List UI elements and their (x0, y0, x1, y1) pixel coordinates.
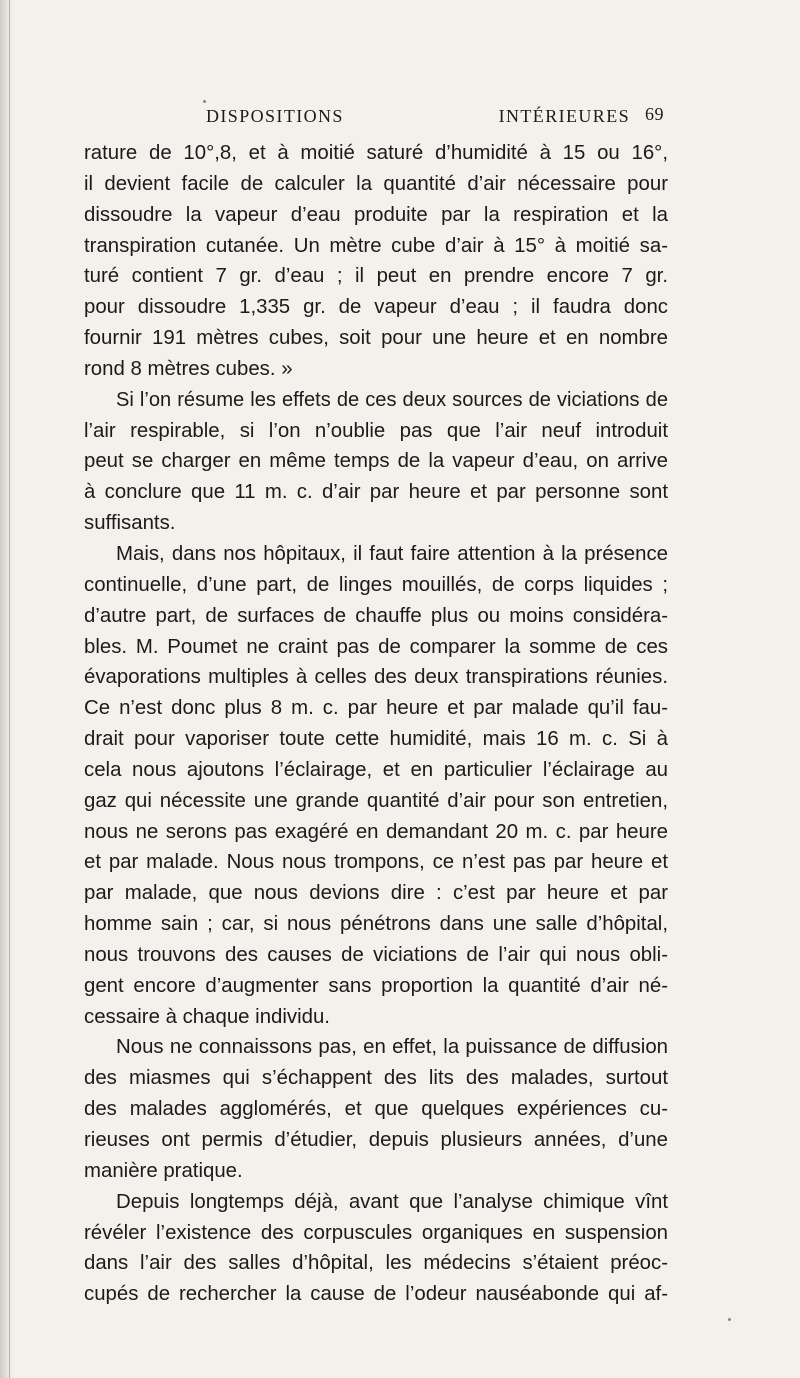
text-line: nous ne serons pas exagéré en demandant 20 m. c. par heure (84, 820, 668, 843)
text-line: suffisants. (84, 512, 176, 535)
text-line: homme sain ; car, si nous pénétrons dans une salle d’hôpital, (84, 913, 668, 936)
running-title: DISPOSITIONS INTÉRIEURES (206, 105, 630, 126)
paragraph-start-line: Si l’on résume les effets de ces deux sources de viciations de (116, 388, 668, 411)
text-line: évaporations multiples à celles des deux transpirations réunies. (84, 666, 668, 689)
text-line: dans l’air des salles d’hôpital, les médecins s’étaient préoc- (84, 1252, 668, 1275)
text-line: des miasmes qui s’échappent des lits des malades, surtout (84, 1067, 668, 1090)
text-line: transpiration cutanée. Un mètre cube d’air à 15° à moitié sa- (84, 234, 668, 257)
text-line: Ce n’est donc plus 8 m. c. par heure et par malade qu’il fau- (84, 697, 668, 720)
paragraph-start-line: Nous ne connaissons pas, en effet, la puissance de diffusion (116, 1036, 668, 1059)
paragraph-start-line: Depuis longtemps déjà, avant que l’analyse chimique vînt (116, 1190, 668, 1213)
text-line: par malade, que nous devions dire : c’est par heure et par (84, 882, 668, 905)
text-line: révéler l’existence des corpuscules organiques en suspension (84, 1221, 668, 1244)
page-binding-line (9, 0, 10, 1378)
text-line: pour dissoudre 1,335 gr. de vapeur d’eau ; il faudra donc (84, 296, 668, 319)
text-line: manière pratique. (84, 1159, 243, 1182)
text-line: gent encore d’augmenter sans proportion la quantité d’air né- (84, 974, 668, 997)
text-line: drait pour vaporiser toute cette humidité, mais 16 m. c. Si à (84, 728, 668, 751)
paragraph-start-line: Mais, dans nos hôpitaux, il faut faire attention à la présence (116, 542, 668, 565)
text-line: continuelle, d’une part, de linges mouillés, de corps liquides ; (84, 573, 668, 596)
text-line: à conclure que 11 m. c. d’air par heure et par personne sont (84, 481, 668, 504)
text-line: cessaire à chaque individu. (84, 1005, 330, 1028)
text-line: cupés de rechercher la cause de l’odeur nauséabonde qui af- (84, 1283, 668, 1306)
text-line: cela nous ajoutons l’éclairage, et en particulier l’éclairage au (84, 758, 668, 781)
text-line: rature de 10°,8, et à moitié saturé d’humidité à 15 ou 16°, (84, 142, 668, 164)
text-line: il devient facile de calculer la quantité d’air nécessaire pour (84, 172, 668, 195)
text-line: bles. M. Poumet ne craint pas de comparer la somme de ces (84, 635, 668, 658)
text-line: rieuses ont permis d’étudier, depuis plusieurs années, d’une (84, 1129, 668, 1151)
text-line: turé contient 7 gr. d’eau ; il peut en prendre encore 7 gr. (84, 265, 668, 288)
text-line: rond 8 mètres cubes. » (84, 357, 293, 380)
print-speck (203, 100, 206, 103)
text-line: fournir 191 mètres cubes, soit pour une heure et en nombre (84, 327, 668, 350)
page-edge-shadow (0, 0, 14, 1378)
body-text (84, 138, 668, 1310)
text-line: gaz qui nécessite une grande quantité d’air pour son entretien, (84, 789, 668, 812)
text-line: et par malade. Nous nous trompons, ce n’est pas par heure et (84, 851, 668, 874)
print-speck (728, 1318, 731, 1321)
running-header (206, 104, 630, 128)
text-line: peut se charger en même temps de la vapeur d’eau, on arrive (84, 450, 668, 473)
text-line: l’air respirable, si l’on n’oublie pas que l’air neuf introduit (84, 419, 668, 442)
text-line: d’autre part, de surfaces de chauffe plus ou moins considéra- (84, 604, 668, 627)
text-line: des malades agglomérés, et que quelques expériences cu- (84, 1098, 668, 1121)
text-line: nous trouvons des causes de viciations de l’air qui nous obli- (84, 943, 668, 966)
text-line: dissoudre la vapeur d’eau produite par la respiration et la (84, 203, 668, 226)
page-number: 69 (645, 104, 664, 124)
